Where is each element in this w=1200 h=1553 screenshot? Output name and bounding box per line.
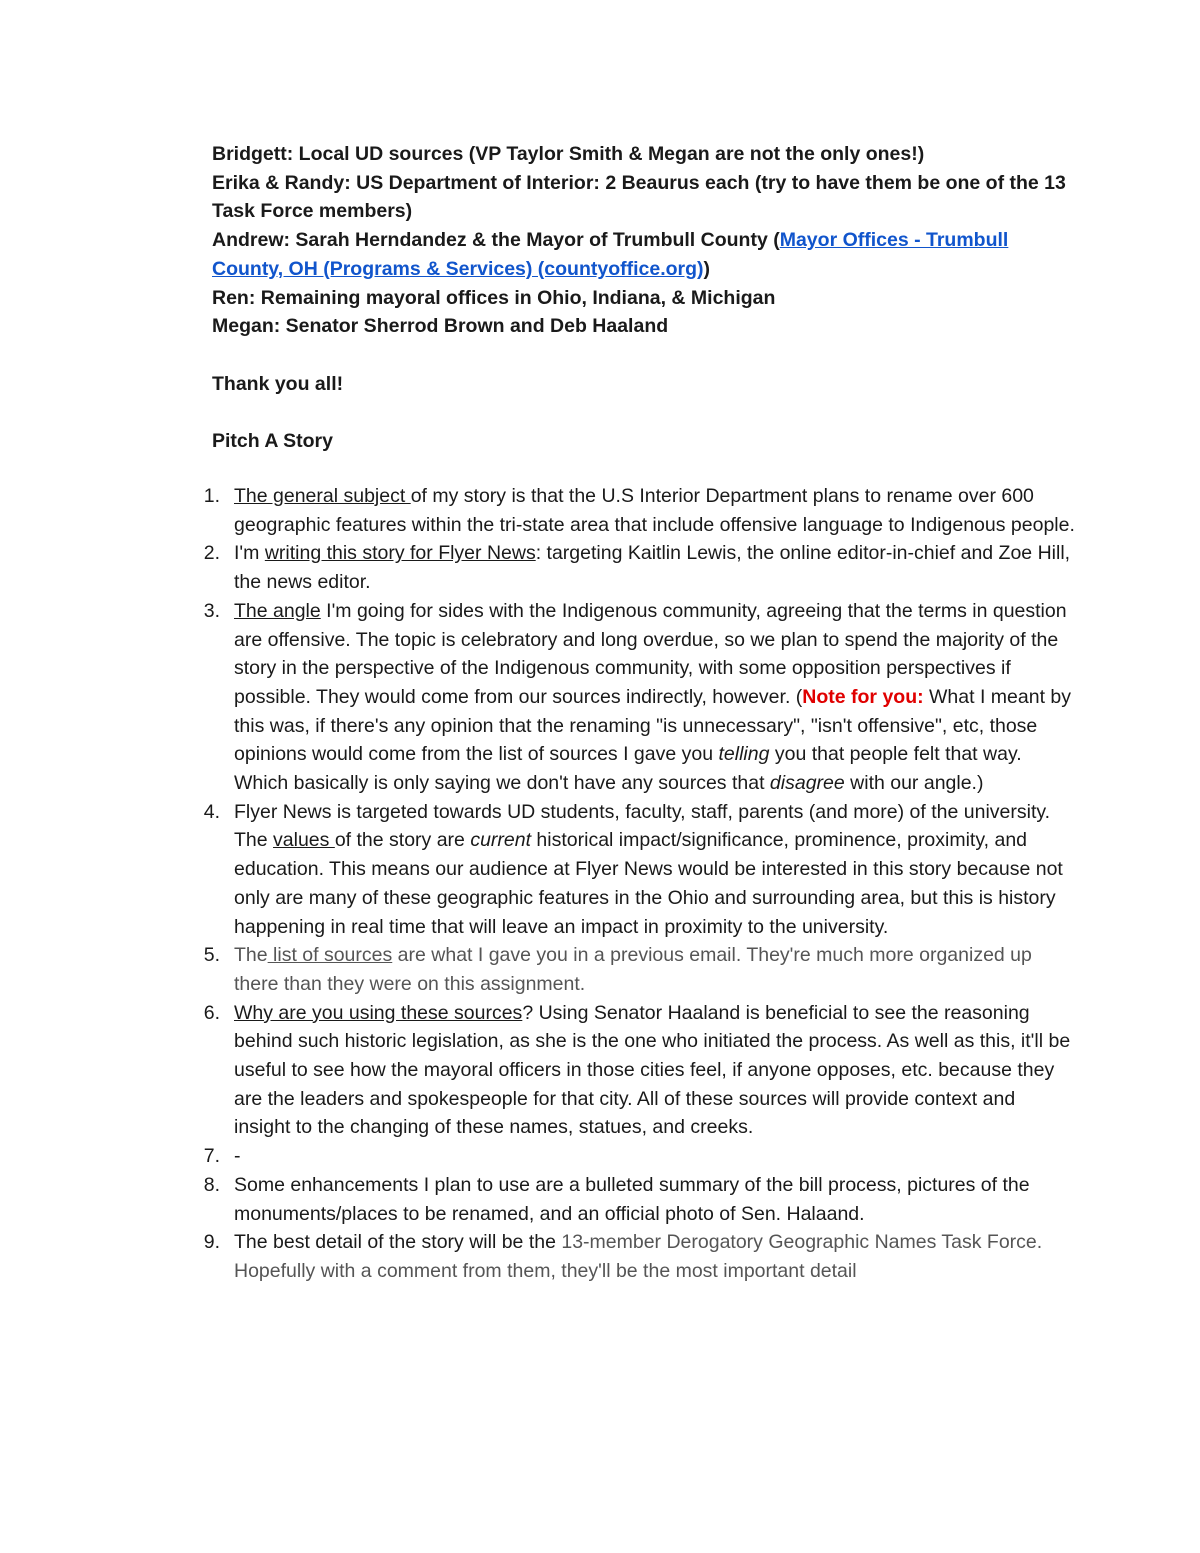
underlined-phrase: values xyxy=(273,829,335,852)
list-item xyxy=(196,539,1076,596)
assignment-andrew xyxy=(212,226,1072,283)
list-number: 5. xyxy=(203,944,220,967)
item-text: with our angle.) xyxy=(844,772,984,795)
section-heading: Pitch A Story xyxy=(212,430,333,452)
note-label: Note for you: xyxy=(802,685,924,708)
list-number: 3. xyxy=(203,599,220,622)
list-number: 9. xyxy=(203,1231,220,1254)
assignment-bridgett: Bridgett: Local UD sources (VP Taylor Smith & Megan are not the only ones!) xyxy=(212,143,925,165)
assignment-megan: Megan: Senator Sherrod Brown and Deb Haaland xyxy=(212,315,669,338)
item-text: you that people felt that way. Which basically is only saying we don't have any sources that xyxy=(234,743,1022,795)
item-text: Some enhancements I plan to use are a bulleted summary of the bill process, pictures of the monuments/places to be renamed, and an official photo of Sen. Halaand. xyxy=(234,1173,1030,1225)
item-text: I'm going for sides with the Indigenous community, agreeing that the terms in question are offensive. The topic is celebratory and long overdue, so we plan to spend the majority of the story in the perspective of the Indigenous community, with some opposition perspectives if possible. They would come from our sources indirectly, however. ( xyxy=(234,599,1067,708)
item-text: The xyxy=(234,944,268,967)
assignment-block xyxy=(212,140,1072,456)
assignment-ren: Ren: Remaining mayoral offices in Ohio, Indiana, & Michigan xyxy=(212,286,776,309)
list-number: 6. xyxy=(203,1001,220,1024)
list-number: 4. xyxy=(203,800,220,823)
underlined-phrase: Why are you using these sources xyxy=(234,1001,523,1024)
mayor-offices-link[interactable]: Mayor Offices - Trumbull County, OH (Programs & Services) (countyoffice.org) xyxy=(212,229,1009,280)
item-text: What I meant by this was, if there's any opinion that the renaming "is unnecessary", "isn't offensive", etc, those opinions would come from the list of sources I gave you xyxy=(234,685,1072,766)
underlined-phrase: writing this story for Flyer News xyxy=(264,542,536,565)
italic-word: current xyxy=(470,829,532,852)
list-number: 1. xyxy=(203,485,220,507)
underlined-phrase: The general subject xyxy=(234,485,411,507)
list-item xyxy=(196,1171,1076,1228)
list-item xyxy=(196,482,1076,539)
underlined-phrase: list of sources xyxy=(267,944,393,967)
item-text: ? Using Senator Haaland is beneficial to see the reasoning behind such historic legislation, as she is the one who initiated the process. As well as this, it'll be useful to see how the mayoral officers in those cities feel, if anyone opposes, etc. because they are the leaders and spokespeople for that city. All of these sources will provide context and insight to the changing of these names, statues, and creeks. xyxy=(234,1001,1071,1139)
item-text: - xyxy=(234,1145,241,1168)
pitch-list xyxy=(196,482,1076,1286)
item-text: of my story is that the U.S Interior Department plans to rename over 600 geographic features within the tri-state area that include offensive language to Indigenous people. xyxy=(234,485,1075,536)
list-item xyxy=(196,941,1076,998)
item-text: 13-member Derogatory Geographic Names Task Force. Hopefully with a comment from them, they'll be the most important detail xyxy=(234,1231,1043,1282)
item-text: Flyer News is targeted towards UD students, faculty, staff, parents (and more) of the university. The xyxy=(234,800,1051,852)
list-number: 7. xyxy=(203,1145,220,1168)
assignment-erika-randy: Erika & Randy: US Department of Interior: 2 Beaurus each (try to have them be one of the 13 Task Force members) xyxy=(212,171,1066,223)
list-item xyxy=(196,1228,1076,1285)
list-item xyxy=(196,597,1076,798)
underlined-phrase: The angle xyxy=(234,599,321,622)
list-number: 2. xyxy=(203,542,220,565)
item-text: I'm xyxy=(234,542,265,565)
thanks-line: Thank you all! xyxy=(212,372,344,395)
item-text: historical impact/significance, prominence, proximity, and education. This means our audience at Flyer News would be interested in this story because not only are many of these geographic features in the Ohio and surrounding area, but this is history happening in real time that will leave an impact in proximity to the university. xyxy=(234,829,1063,938)
item-text: are what I gave you in a previous email. They're much more organized up there than they were on this assignment. xyxy=(234,944,1032,995)
list-number: 8. xyxy=(203,1173,220,1196)
spacer xyxy=(212,341,1072,370)
italic-word: telling xyxy=(718,743,770,766)
item-text: of the story are xyxy=(334,829,471,852)
list-item xyxy=(196,1142,1076,1171)
item-text: : targeting Kaitlin Lewis, the online editor-in-chief and Zoe Hill, the news editor. xyxy=(234,542,1071,594)
item-text: The best detail of the story will be the xyxy=(234,1231,562,1254)
italic-word: disagree xyxy=(769,772,845,795)
list-item xyxy=(196,999,1076,1143)
assignment-andrew-close: ) xyxy=(703,257,711,280)
list-item xyxy=(196,798,1076,942)
assignment-andrew-text: Andrew: Sarah Herndandez & the Mayor of Trumbull County ( xyxy=(212,229,780,252)
spacer xyxy=(212,398,1072,427)
